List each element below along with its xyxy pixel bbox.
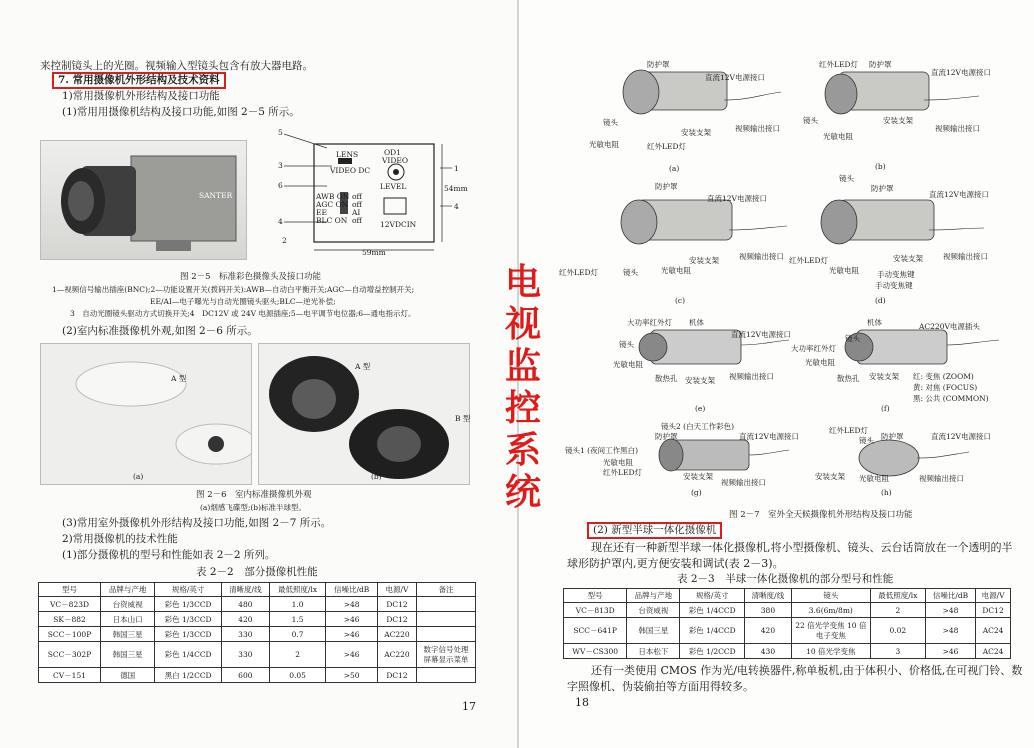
figure-description: (a)烟感飞碟型;(b)标准半球型。 (200, 503, 307, 512)
video-label: VIDEO (382, 156, 409, 165)
title-char: 电 (504, 262, 541, 303)
section-heading-7: 7. 常用摄像机外形结构及技术资料 (52, 72, 226, 89)
ee-label: EE (316, 208, 327, 217)
paragraph: 球形防护罩内,更方便安装和调试(表 2－3)。 (567, 557, 784, 570)
level-label: LEVEL (380, 182, 407, 191)
table-cell: >46 (326, 642, 378, 668)
table-header-row (39, 583, 476, 597)
table-cell: 380 (745, 603, 792, 618)
hood-label: 防护罩 (647, 60, 670, 69)
table-cell: 彩色 1/3CCD (155, 597, 221, 612)
hood-label: 防护罩 (655, 432, 678, 441)
callout-5: 5 (278, 128, 283, 137)
table-cell (417, 627, 476, 642)
bracket-label: 安装支架 (685, 376, 715, 385)
table-cell: SCC－302P (39, 642, 101, 668)
focus-key-label: 手动变焦键 (875, 281, 913, 290)
photo-sensor-label: 光敏电阻 (805, 358, 835, 367)
column-header: 型号 (39, 583, 101, 597)
callout-1: 1 (454, 164, 459, 173)
agc-label: AGC ON (316, 200, 349, 209)
smoke-detector-illustration (41, 344, 251, 484)
ir-led-label: 红外LED灯 (829, 426, 868, 435)
table-cell: AC24 (976, 618, 1011, 644)
photo-sensor-label: 光敏电阻 (823, 132, 853, 141)
table-row (39, 627, 476, 642)
table-row (39, 612, 476, 627)
bracket-label: 安装支架 (681, 128, 711, 137)
figure-description: 1—视频信号输出插座(BNC);2—功能设置开关(拨码开关):AWB—自动白平衡开关;AGC—自动增益控制开关; (52, 285, 415, 294)
table-cell: >46 (326, 627, 378, 642)
camera-performance-table (38, 582, 476, 683)
table-cell (417, 668, 476, 683)
callout-2: 2 (282, 236, 287, 245)
off-label-2: off (352, 200, 362, 209)
column-header: 规格/英寸 (680, 589, 745, 603)
right-page (519, 0, 1034, 748)
table-cell: >50 (326, 668, 378, 683)
table-cell: 彩色 1/3CCD (155, 627, 221, 642)
column-header: 品牌与产地 (101, 583, 155, 597)
camera-photo (40, 140, 247, 260)
table-cell: 1.5 (269, 612, 325, 627)
table-cell: 韩国三星 (101, 627, 155, 642)
photo-sensor-label: 光敏电阻 (661, 266, 691, 275)
column-header: 清晰度/线 (221, 583, 269, 597)
photo-sensor-label: 光敏电阻 (613, 360, 643, 369)
subheading: 1)常用摄像机外形结构及接口功能 (62, 90, 220, 102)
table-cell (417, 612, 476, 627)
body-label: 机体 (867, 318, 882, 327)
power-port-label: 直流12V电源接口 (931, 68, 991, 77)
table-cell: 420 (221, 612, 269, 627)
column-header: 规格/英寸 (155, 583, 221, 597)
subheading: 2)常用摄像机的技术性能 (62, 533, 178, 545)
callout-6: 6 (278, 181, 283, 190)
paragraph: (1)常用用摄像机结构及接口功能,如图 2－5 所示。 (62, 106, 300, 118)
table-cell: 0.05 (269, 668, 325, 683)
title-char: 监 (504, 346, 541, 387)
video-dc-label: VIDEO DC (330, 166, 371, 175)
body-label: 机体 (689, 318, 704, 327)
subfigure-b: (b) (371, 472, 382, 481)
power-label: 12VDCIN (380, 220, 417, 229)
table-cell: 彩色 1/3CCD (155, 612, 221, 627)
table-cell: 德国 (101, 668, 155, 683)
od1-label: OD1 (384, 148, 401, 157)
column-header: 最低照度/lx (870, 589, 925, 603)
table-cell: 430 (745, 644, 792, 659)
subfigure-d: (d) (875, 296, 886, 305)
ac-plug-label: AC220V电源插头 (919, 322, 980, 331)
table-cell: 10 倍光学变焦 (791, 644, 870, 659)
vertical-title (500, 262, 546, 514)
title-char: 系 (504, 430, 541, 471)
height-dim: 54mm (444, 184, 468, 193)
photo-sensor-label: 光敏电阻 (829, 266, 859, 275)
power-port-label: 直流12V电源接口 (931, 432, 991, 441)
table-cell: >48 (925, 618, 975, 644)
text-line: 来控制镜头上的光圈。视频输入型镜头包含有放大器电路。 (40, 60, 313, 72)
table-cell: 彩色 1/4CCD (680, 618, 745, 644)
column-header: 信噪比/dB (326, 583, 378, 597)
bracket-label: 安装支架 (683, 472, 713, 481)
table-cell: DC12 (377, 597, 416, 612)
table-cell: VC－823D (39, 597, 101, 612)
ir-led-label: 红外LED灯 (603, 468, 642, 477)
wire-black-label: 黑: 公共 (COMMON) (913, 394, 989, 403)
table-cell (417, 597, 476, 612)
hood-label: 防护罩 (881, 432, 904, 441)
subfigure-a: (a) (669, 164, 680, 173)
paragraph: (2)室内标准摄像机外观,如图 2－6 所示。 (62, 325, 258, 337)
lens-label: 镜头 (859, 436, 874, 445)
paragraph: 现在还有一种新型半球一体化摄像机,将小型摄像机、镜头、云台话筒放在一个透明的半 (591, 541, 1013, 554)
power-port-label: 直流12V电源接口 (707, 194, 767, 203)
table-cell: 2 (870, 603, 925, 618)
hood-label: 防护罩 (871, 184, 894, 193)
power-port-label: 直流12V电源接口 (705, 73, 765, 82)
photo-sensor-label: 光敏电阻 (859, 474, 889, 483)
table-cell: 2 (269, 642, 325, 668)
table-cell: 480 (221, 597, 269, 612)
video-port-label: 视频输出接口 (721, 478, 766, 487)
callout-3: 3 (278, 161, 283, 170)
table-cell: AC220 (377, 642, 416, 668)
subfigure-c: (c) (675, 296, 686, 305)
off-label-3: off (352, 216, 362, 225)
table-title: 表 2－2 部分摄像机性能 (196, 566, 318, 578)
zoom-key-label: 手动变焦键 (877, 270, 915, 279)
video-port-label: 视频输出接口 (919, 474, 964, 483)
table-row (564, 644, 1011, 659)
table-cell: >48 (925, 603, 975, 618)
subfigure-g: (g) (691, 488, 702, 497)
bracket-label: 安装支架 (883, 116, 913, 125)
table-cell: 330 (221, 642, 269, 668)
table-cell: 韩国三星 (627, 618, 680, 644)
table-cell: 台资威视 (627, 603, 680, 618)
lens-label: 镜头 (619, 340, 634, 349)
column-header: 镜头 (791, 589, 870, 603)
dome-camera-table (563, 588, 1011, 659)
table-cell: SK－882 (39, 612, 101, 627)
lens2-label: 镜头2 (白天工作彩色) (661, 422, 735, 431)
table-row (39, 642, 476, 668)
column-header: 信噪比/dB (925, 589, 975, 603)
table-cell: 数字信号处理 屏幕显示菜单 (417, 642, 476, 668)
title-char: 控 (504, 388, 541, 429)
column-header: 清晰度/线 (745, 589, 792, 603)
dome-camera-photo (258, 343, 470, 485)
video-port-label: 视频输出接口 (739, 252, 784, 261)
bracket-label: 安装支架 (893, 254, 923, 263)
power-port-label: 直流12V电源接口 (929, 190, 989, 199)
blc-label: BLC ON (316, 216, 348, 225)
wire-red-label: 红: 变焦 (ZOOM) (913, 372, 974, 381)
paragraph: 还有一类使用 CMOS 作为光/电转换器件,称单板机,由于体积小、价格低,在可视门铃、数 (591, 664, 1023, 677)
column-header: 电源/V (377, 583, 416, 597)
page-number: 17 (462, 700, 476, 713)
table-cell: 黑白 1/2CCD (155, 668, 221, 683)
figure-caption: 图 2－6 室内标准摄像机外观 (196, 490, 312, 500)
ir-lamp-label: 大功率红外灯 (627, 318, 672, 327)
column-header: 品牌与产地 (627, 589, 680, 603)
table-cell: >46 (326, 612, 378, 627)
table-cell: 1.0 (269, 597, 325, 612)
table-cell: 22 倍光学变焦 10 倍电子变焦 (791, 618, 870, 644)
callout-4: 4 (278, 217, 283, 226)
table-row (39, 597, 476, 612)
awb-label: AWB ON (316, 192, 350, 201)
subfigure-e: (e) (695, 404, 706, 413)
column-header: 型号 (564, 589, 627, 603)
video-port-label: 视频输出接口 (735, 124, 780, 133)
table-cell: SCC－641P (564, 618, 627, 644)
table-cell: >46 (925, 644, 975, 659)
table-cell: CV－151 (39, 668, 101, 683)
table-cell: 600 (221, 668, 269, 683)
table-header-row (564, 589, 1011, 603)
page-number: 18 (575, 696, 589, 709)
table-title: 表 2－3 半球一体化摄像机的部分型号和性能 (677, 573, 894, 585)
subfigure-a: (a) (133, 472, 144, 481)
type-a-label: A 型 (171, 374, 187, 383)
column-header: 备注 (417, 583, 476, 597)
video-port-label: 视频输出接口 (935, 124, 980, 133)
table-cell: AC220 (377, 627, 416, 642)
power-port-label: 直流12V电源接口 (739, 432, 799, 441)
power-port-label: 直流12V电源接口 (731, 330, 791, 339)
lens-label: 镜头 (845, 334, 860, 343)
paragraph: (3)常用室外摄像机外形结构及接口功能,如图 2－7 所示。 (62, 517, 332, 529)
table-cell: 彩色 1/4CCD (680, 603, 745, 618)
table-cell: DC12 (377, 668, 416, 683)
lens1-label: 镜头1 (夜间工作黑白) (565, 446, 639, 455)
figure-caption: 图 2－7 室外全天候摄像机外形结构及接口功能 (729, 510, 913, 520)
table-cell: 日本松下 (627, 644, 680, 659)
ir-led-label: 红外LED灯 (819, 60, 858, 69)
table-cell: 0.02 (870, 618, 925, 644)
type-b-label: B 型 (455, 414, 471, 423)
box-camera-illustration (41, 141, 246, 259)
vent-label: 散热孔 (655, 374, 678, 383)
vent-label: 散热孔 (837, 374, 860, 383)
callout-4b: 4 (454, 202, 459, 211)
title-char: 视 (504, 304, 541, 345)
figure-description: 3 自动光圈镜头驱动方式切换开关;4 DC12V 或 24V 电源插座;5—电平调节电位器;6—通电指示灯。 (70, 309, 416, 318)
table-cell: 3.6(6m/8m) (791, 603, 870, 618)
table-row (39, 668, 476, 683)
paragraph: 字照像机、伪装偷拍等方面用得较多。 (567, 680, 754, 693)
lens-label: 镜头 (603, 118, 618, 127)
table-cell: SCC－100P (39, 627, 101, 642)
lens-label: 镜头 (839, 174, 854, 183)
table-cell: WV－CS300 (564, 644, 627, 659)
bracket-label: 安装支架 (869, 372, 899, 381)
width-dim: 59mm (362, 248, 386, 257)
table-cell: 台资威视 (101, 597, 155, 612)
bracket-label: 安装支架 (815, 472, 845, 481)
column-header: 电源/V (976, 589, 1011, 603)
video-port-label: 视频输出接口 (729, 372, 774, 381)
table-cell: 3 (870, 644, 925, 659)
table-cell: 彩色 1/2CCD (680, 644, 745, 659)
hood-label: 防护罩 (655, 182, 678, 191)
table-cell: VC－813D (564, 603, 627, 618)
brand-label: SANTER (199, 191, 233, 200)
section-heading-2: (2) 新型半球一体化摄像机 (587, 522, 722, 539)
video-port-label: 视频输出接口 (943, 252, 988, 261)
bracket-label: 安装支架 (689, 256, 719, 265)
figure-description: EE/AI—电子曝光与自动光圈镜头驱头;BLC—逆光补偿; (150, 297, 336, 306)
table-cell: 420 (745, 618, 792, 644)
panel-outline (272, 128, 462, 258)
ir-led-label: 红外LED灯 (789, 256, 828, 265)
subfigure-b: (b) (875, 162, 886, 171)
table-cell: 韩国三星 (101, 642, 155, 668)
type-a-label: A 型 (355, 362, 371, 371)
lens-label: LENS (336, 150, 359, 159)
table-cell: 0.7 (269, 627, 325, 642)
photo-sensor-label: 光敏电阻 (603, 458, 633, 467)
paragraph: (1)部分摄像机的型号和性能如表 2－2 所列。 (62, 549, 276, 561)
table-cell: DC12 (976, 603, 1011, 618)
table-cell: 彩色 1/4CCD (155, 642, 221, 668)
ai-label: AI (352, 208, 361, 217)
ir-lamp-label: 大功率红外灯 (791, 344, 836, 353)
lens-label: 镜头 (803, 116, 818, 125)
subfigure-h: (h) (881, 488, 892, 497)
table-cell: 日本山口 (101, 612, 155, 627)
table-cell: >48 (326, 597, 378, 612)
hood-label: 防护罩 (869, 60, 892, 69)
smoke-detector-camera-photo (40, 343, 252, 485)
ir-led-label: 红外LED灯 (559, 268, 598, 277)
subfigure-f: (f) (881, 404, 890, 413)
table-cell: 330 (221, 627, 269, 642)
table-cell: AC24 (976, 644, 1011, 659)
table-row (564, 618, 1011, 644)
wire-yellow-label: 黄: 对焦 (FOCUS) (913, 383, 978, 392)
ir-led-label: 红外LED灯 (647, 142, 686, 151)
rear-panel-diagram (272, 128, 468, 258)
title-char: 统 (504, 472, 541, 513)
column-header: 最低照度/lx (269, 583, 325, 597)
table-cell: DC12 (377, 612, 416, 627)
table-row (564, 603, 1011, 618)
figure-caption: 图 2－5 标准彩色摄像头及接口功能 (180, 272, 322, 282)
lens-label: 镜头 (623, 268, 638, 277)
photo-sensor-label: 光敏电阻 (589, 140, 619, 149)
off-label-1: off (352, 192, 362, 201)
